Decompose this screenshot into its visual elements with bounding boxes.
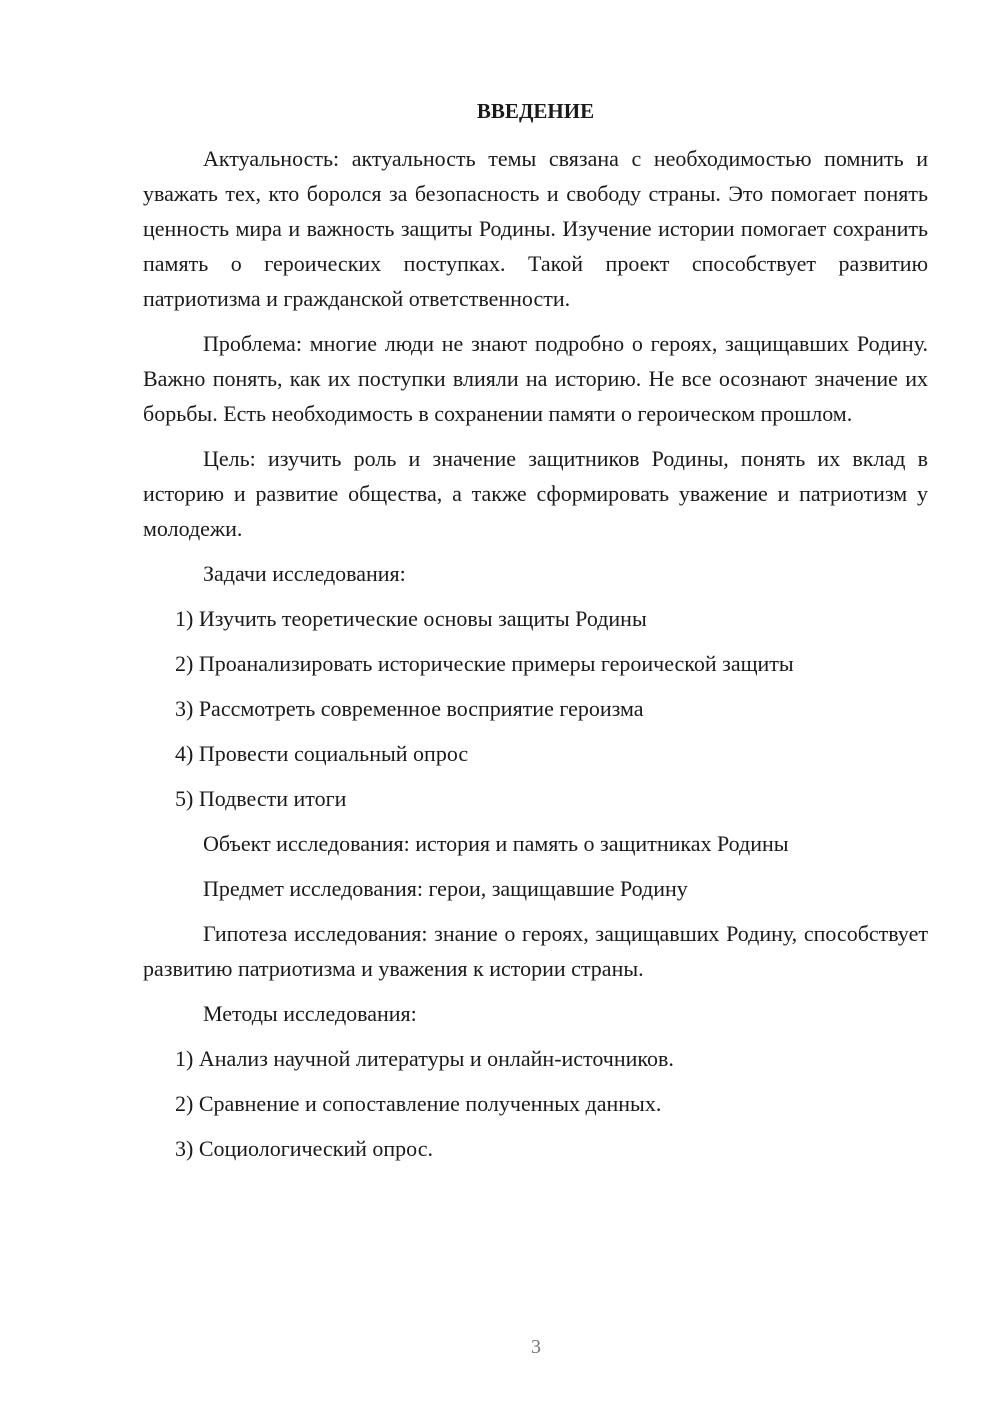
problem-paragraph: Проблема: многие люди не знают подробно о героях, защищавших Родину. Важно понять, как их поступки влияли на историю. Не все осознают значение их борьбы. Есть необходимость в сохранении памяти о героическом прошлом.: [143, 331, 928, 426]
page-content: [143, 96, 928, 1176]
page-number: 3: [531, 1336, 541, 1358]
relevance-paragraph: Актуальность: актуальность темы связана с необходимостью помнить и уважать тех, кто боролся за безопасность и свободу страны. Это помогает понять ценность мира и важность защиты Родины. Изучение истории помогает сохранить память о героических поступках. Такой проект способствует развитию патриотизма и гражданской ответственности.: [143, 146, 928, 311]
task-item: 4) Провести социальный опрос: [175, 741, 469, 766]
subject-paragraph: Предмет исследования: герои, защищавшие Родину: [203, 876, 688, 901]
task-item: 1) Изучить теоретические основы защиты Родины: [175, 606, 647, 631]
methods-heading: Методы исследования:: [203, 1001, 417, 1026]
task-item: 2) Проанализировать исторические примеры героической защиты: [175, 651, 794, 676]
tasks-heading: Задачи исследования:: [203, 561, 406, 586]
method-item: 1) Анализ научной литературы и онлайн-источников.: [175, 1046, 674, 1071]
method-item: 2) Сравнение и сопоставление полученных данных.: [175, 1091, 662, 1116]
task-item: 5) Подвести итоги: [175, 786, 347, 811]
task-item: 3) Рассмотреть современное восприятие героизма: [175, 696, 644, 721]
object-paragraph: Объект исследования: история и память о защитниках Родины: [203, 831, 789, 856]
goal-paragraph: Цель: изучить роль и значение защитников Родины, понять их вклад в историю и развитие общества, а также сформировать уважение и патриотизм у молодежи.: [143, 446, 928, 541]
hypothesis-paragraph: Гипотеза исследования: знание о героях, защищавших Родину, способствует развитию патриотизма и уважения к истории страны.: [143, 921, 928, 981]
section-title: ВВЕДЕНИЕ: [476, 99, 595, 123]
method-item: 3) Социологический опрос.: [175, 1136, 433, 1161]
